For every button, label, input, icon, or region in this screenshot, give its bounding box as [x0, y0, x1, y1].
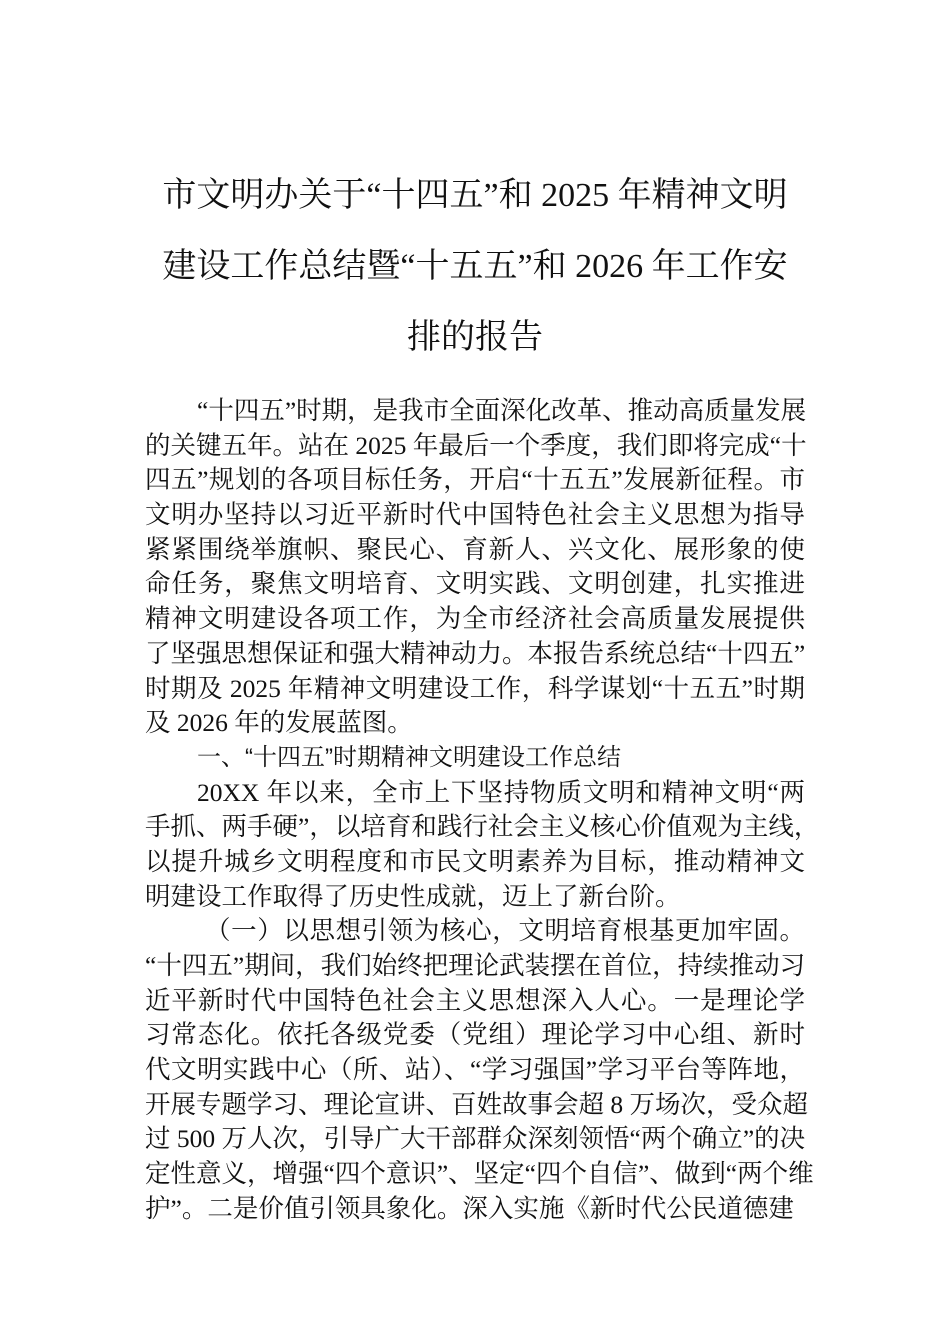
paragraph-line: 手抓、两手硬”，以培育和践行社会主义核心价值观为主线，	[145, 812, 820, 842]
section-heading: 一、“十四五”时期精神文明建设工作总结	[197, 743, 621, 771]
paragraph-line: 过 500 万人次，引导广大干部群众深刻领悟“两个确立”的决	[145, 1124, 806, 1154]
paragraph-line: 20XX 年以来，全市上下坚持物质文明和精神文明“两	[197, 777, 805, 807]
document-body	[145, 394, 820, 1227]
title-line: 市文明办关于“十四五”和 2025 年精神文明	[162, 177, 788, 214]
paragraph-line: 紧紧围绕举旗帜、聚民心、育新人、兴文化、展形象的使	[145, 534, 805, 564]
paragraph-line: 代文明实践中心（所、站）、“学习强国”学习平台等阵地，	[145, 1055, 805, 1085]
document-title	[120, 160, 830, 373]
paragraph-line: 精神文明建设各项工作，为全市经济社会高质量发展提供	[145, 604, 805, 634]
paragraph-line: 以提升城乡文明程度和市民文明素养为目标，推动精神文	[145, 846, 805, 876]
paragraph-line: 近平新时代中国特色社会主义思想深入人心。一是理论学	[145, 985, 805, 1015]
title-line: 建设工作总结暨“十五五”和 2026 年工作安	[162, 248, 788, 285]
paragraph-line: （一）以思想引领为核心，文明培育根基更加牢固。	[205, 916, 805, 946]
paragraph-line: 开展专题学习、理论宣讲、百姓故事会超 8 万场次，受众超	[145, 1089, 809, 1119]
paragraph-line: 定性意义，增强“四个意识”、坚定“四个自信”、做到“两个维	[145, 1159, 814, 1189]
paragraph-line: 护”。二是价值引领具象化。深入实施《新时代公民道德建	[145, 1193, 794, 1223]
paragraph-line: 命任务，聚焦文明培育、文明实践、文明创建，扎实推进	[145, 569, 805, 599]
paragraph-line: “十四五”时期，是我市全面深化改革、推动高质量发展	[197, 396, 807, 425]
paragraph-line: 明建设工作取得了历史性成就，迈上了新台阶。	[145, 881, 681, 911]
paragraph-line: 文明办坚持以习近平新时代中国特色社会主义思想为指导	[145, 500, 805, 530]
paragraph-line: 习常态化。依托各级党委（党组）理论学习中心组、新时	[145, 1020, 805, 1050]
paragraph-line: 了坚强思想保证和强大精神动力。本报告系统总结“十四五”	[145, 638, 806, 668]
title-line: 排的报告	[407, 319, 543, 356]
paragraph-line: 及 2026 年的发展蓝图。	[145, 708, 413, 738]
paragraph-line: 时期及 2025 年精神文明建设工作，科学谋划“十五五”时期	[145, 673, 805, 703]
paragraph-line: 的关键五年。站在 2025 年最后一个季度，我们即将完成“十	[145, 430, 807, 460]
paragraph-line: “十四五”期间，我们始终把理论武装摆在首位，持续推动习	[145, 951, 806, 980]
paragraph-line: 四五”规划的各项目标任务，开启“十五五”发展新征程。市	[145, 465, 805, 495]
